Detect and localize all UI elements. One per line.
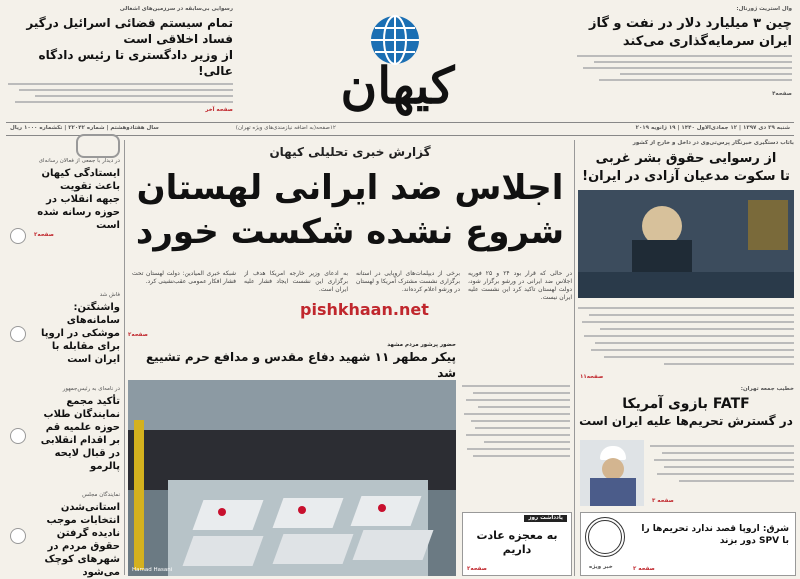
main-headline-line2: شروع نشده شکست خورد [135,212,565,252]
newspaper-logo: کیهان [340,56,455,115]
tile-page: صفحه ۲ [633,566,655,572]
left-item-kicker: فاش شد [99,292,120,298]
left-item-4[interactable] [34,492,120,579]
right-headline-line1: از رسوایی حقوق بشر غربی [595,151,777,166]
column-divider [124,140,125,575]
photo-flag [134,420,144,570]
teaser-left-body [8,83,233,103]
edition-note: (به اضافه نیازمندی‌های ویژه تهران) [236,125,316,131]
right-body [578,302,794,370]
tile-text: شرق: اروپا قصد ندارد تحریم‌ها را با SPV دور بزند [641,524,789,546]
watermark: pishkhaan.net [300,300,429,319]
issue-date: شنبه ۲۹ دی ۱۳۹۷ | ۱۲ جمادی‌الاول ۱۴۴۰ | ۱۹ ژانویه ۲۰۱۹ [635,125,790,131]
news-anchor-photo [578,190,794,298]
left-item-3[interactable] [34,386,120,473]
left-item-kicker: نمایندگان مجلس [82,492,120,498]
left-item-headline: استانی‌شدن انتخابات موجب نادیده گرفتن حقوق مردم در شهرهای کوچک می‌شود [44,502,120,578]
fatf-story[interactable] [578,386,794,429]
teaser-left-page: صفحه آخر [205,107,233,113]
page-marker-icon [10,528,26,544]
teaser-left-headline2: از وزیر دادگستری تا رئیس دادگاه عالی! [38,48,233,78]
main-kicker: گزارش خبری تحلیلی کیهان [269,145,431,159]
body-column: شبکه خبری المیادین: دولت لهستان تحت فشار افکار عمومی عقب‌نشینی کرد. [132,270,236,285]
editorial-label: یادداشت روز [524,515,567,522]
pages-count: ۱۲صفحه [316,125,336,131]
editorial-title: به معجزه عادت داریم [476,529,558,556]
left-item-page: صفحه۲ [34,232,54,238]
right-kicker: باتاب دستگیری خبرنگار پرس‌تی‌وی در داخل و خارج از کشور [632,140,794,146]
fatf-kicker: خطیب جمعه تهران: [740,386,794,392]
target-icon [585,517,625,557]
left-item-kicker: در نامه‌ای به رئیس‌جمهور [62,386,120,392]
issue-info: سال هفتادوهشتم | شماره ۲۲۰۴۲ | تکشماره ۱۰۰۰ ریال [10,125,159,131]
main-headline-line1: اجلاس ضد ایرانی لهستان [136,168,564,208]
teaser-page-ref: صفحه۴ [772,91,792,97]
center-body-lines [462,380,570,500]
photo-kicker: حضور پرشور مردم مشهد [387,342,456,348]
top-left-teaser[interactable] [8,6,233,114]
body-column: برخی از دیپلمات‌های اروپایی در آستانه برگزاری نشست مشترک آمریکا و لهستان در ورشو اعلام کرده‌اند. [356,270,460,293]
info-bar [6,122,794,136]
left-item-headline: ایستادگی کیهان باعث تقویت جبهه انقلاب در حوزه رسانه شده است [37,168,120,231]
teaser-body-lines [577,55,792,91]
tile-label: خبر ویژه [589,564,613,570]
fatf-headline2: در گسترش تحریم‌ها علیه ایران است [579,414,793,428]
left-item-headline: تأکید مجمع نمایندگان طلاب حوزه علمیه قم بر اقدام انقلابی در قبال لایحه پالرمو [40,396,120,472]
teaser-left-kicker: رسوایی بی‌سابقه در سرزمین‌های اشغالی [119,6,233,12]
page-marker-icon [10,428,26,444]
left-item-headline: واشنگتن: سامانه‌های موشکی در اروپا برای مقابله با ایران است [41,302,120,365]
fatf-headline1: FATF بازوی آمریکا [622,396,750,412]
fatf-body [650,440,794,487]
fatf-page: صفحه ۳ [652,498,674,504]
teaser-headline: چین ۳ میلیارد دلار در نفت و گاز ایران سرمایه‌گذاری می‌کند [588,16,792,49]
top-right-teaser[interactable] [577,6,792,98]
right-headline-line2: تا سکوت مدعیان آزادی در ایران! [582,169,790,184]
photo-credit: Hamad Hasani [132,567,173,573]
editorial-box[interactable] [462,512,572,576]
column-divider [574,140,575,576]
special-news-tile[interactable] [580,512,796,576]
page-marker-icon [10,326,26,342]
paperclip-icon [76,134,120,158]
left-item-kicker: در دیدار با جمعی از فعالان رسانه‌ای [38,158,120,164]
editorial-page: صفحه۲ [467,566,487,572]
page-marker-icon [10,228,26,244]
photo-headline: پیکر مطهر ۱۱ شهید دفاع مقدس و مدافع حرم تشییع شد [145,350,456,380]
masthead [290,6,505,116]
right-page-ref: صفحه۱۱ [580,374,604,380]
main-page-ref: صفحه۲ [128,332,148,338]
body-column: در حالی که قرار بود ۲۴ و ۲۵ فوریه اجلاس ضد ایرانی در ورشو برگزار شود، دولت لهستان تاکید کرد این نشست علیه ایران نیست. [468,270,572,301]
teaser-left-headline: تمام سیستم قضائی اسرائیل درگیر فساد اخلاقی است [26,16,233,46]
funeral-photo [128,380,456,576]
press-tv-story[interactable] [578,140,794,186]
left-item-2[interactable] [34,292,120,366]
cleric-photo [580,440,644,506]
body-column: به ادعای وزیر خارجه آمریکا هدف از برگزاری این نشست ایجاد فشار علیه ایران است. [244,270,348,293]
left-item-1[interactable] [34,158,120,239]
teaser-kicker: وال استریت ژورنال: [736,6,792,12]
main-story[interactable] [128,144,572,254]
